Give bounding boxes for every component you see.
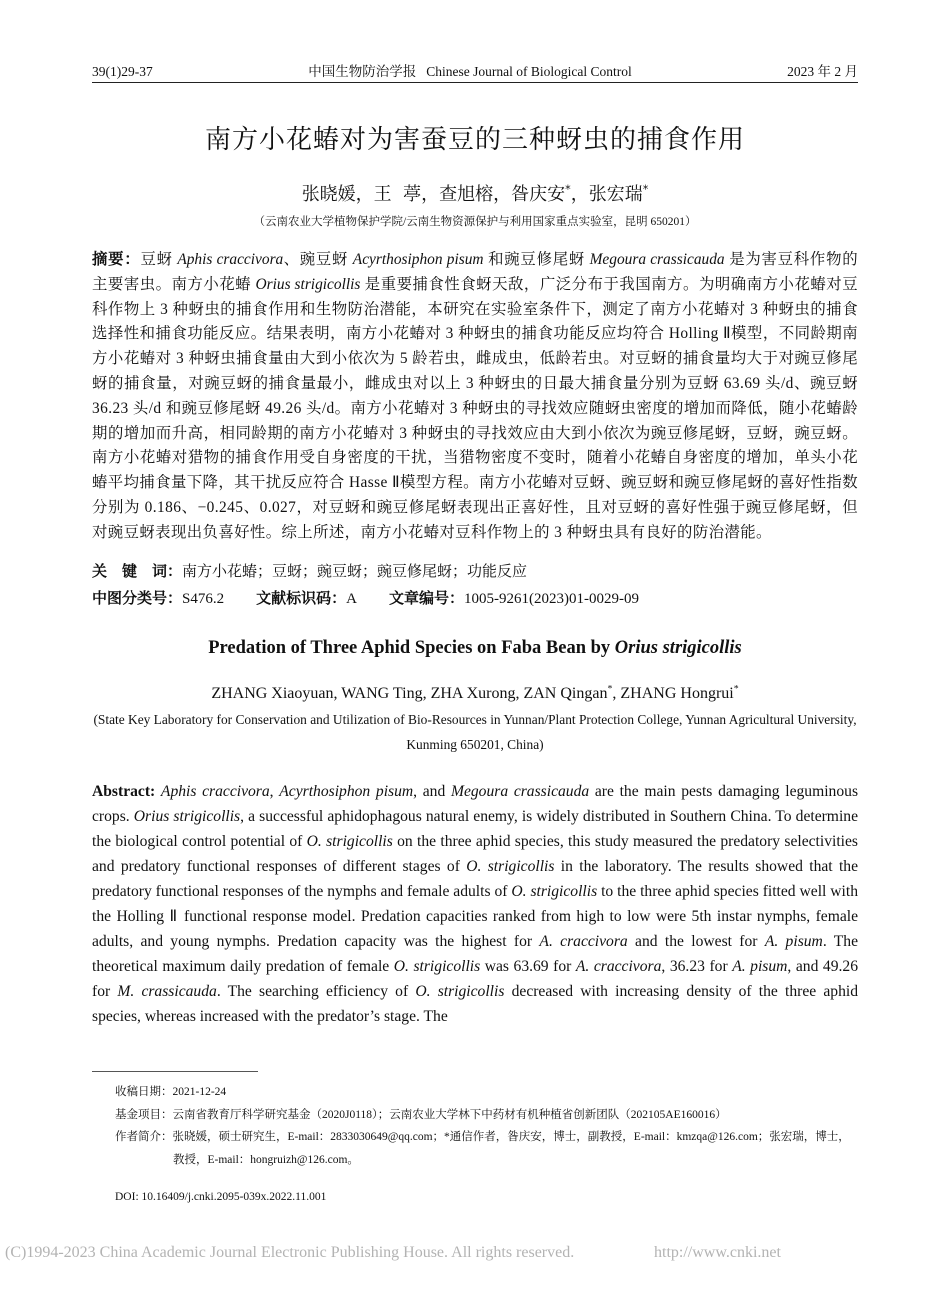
journal-name-en: Chinese Journal of Biological Control bbox=[426, 64, 632, 79]
authors-en bbox=[92, 682, 858, 706]
text-run: , and bbox=[413, 783, 451, 801]
text-run: in the laboratory. The results showed that the predatory functional responses of the nymphs and female adults of bbox=[92, 858, 858, 901]
authors-cn bbox=[92, 182, 858, 208]
text-run: 豆蚜 bbox=[140, 251, 178, 268]
running-header bbox=[92, 62, 858, 83]
copyright-watermark: (C)1994-2023 China Academic Journal Electronic Publishing House. All rights reserved. bbox=[5, 1244, 575, 1261]
issue-date: 2023 年 2 月 bbox=[787, 64, 858, 79]
doc-code-value: A bbox=[346, 590, 357, 607]
main-content bbox=[92, 0, 858, 1052]
doc-code-group bbox=[256, 585, 357, 612]
corresponding-author-mark: * bbox=[565, 183, 571, 196]
italic-term: Orius strigicollis bbox=[133, 808, 241, 826]
abstract-cn bbox=[92, 247, 858, 546]
italic-term: A. craccivora bbox=[575, 958, 662, 976]
text-run: on the three aphid species, this study measured the predatory selectivities and predatory functional responses of different stages of bbox=[92, 833, 858, 876]
footnote-label: 作者简介： bbox=[115, 1131, 173, 1144]
footnotes bbox=[115, 1081, 858, 1171]
classification-line bbox=[92, 585, 858, 612]
text-run: are the main pests damaging leguminous crops. bbox=[92, 783, 858, 826]
italic-term: Orius strigicollis bbox=[614, 637, 742, 658]
text-run: . The searching efficiency of bbox=[216, 983, 416, 1001]
section-label: Abstract: bbox=[92, 783, 156, 801]
text-run: ，张宏瑞 bbox=[570, 184, 643, 205]
italic-term: Aphis craccivora bbox=[160, 783, 270, 801]
italic-term: M. crassicauda bbox=[117, 983, 217, 1001]
text-run: , bbox=[269, 783, 280, 801]
clc-label: 中图分类号： bbox=[92, 588, 183, 607]
clc-value: S476.2 bbox=[182, 590, 225, 607]
affiliation-en: (State Key Laboratory for Conservation and Utilization of Bio-Resources in Yunnan/Plant Protection College, Yunnan Agricultural University, Kunming 650201, China) bbox=[93, 712, 857, 753]
italic-term: O. strigicollis bbox=[511, 883, 598, 901]
italic-term: Megoura crassicauda bbox=[589, 251, 725, 268]
footnote-divider bbox=[92, 1071, 258, 1072]
italic-term: Aphis craccivora bbox=[177, 251, 284, 268]
article-no-value: 1005-9261(2023)01-0029-09 bbox=[463, 590, 639, 607]
section-label: 摘要： bbox=[92, 250, 141, 268]
footnote-received bbox=[115, 1081, 858, 1104]
italic-term: A. craccivora bbox=[539, 933, 628, 951]
keywords-line bbox=[92, 558, 858, 585]
italic-term: Megoura crassicauda bbox=[450, 783, 590, 801]
title-cn: 南方小花蝽对为害蚕豆的三种蚜虫的捕食作用 bbox=[204, 125, 745, 155]
volume-pages: 39(1)29-37 bbox=[92, 64, 153, 79]
corresponding-author-mark: * bbox=[642, 183, 649, 196]
footnote-text: 张晓媛，硕士研究生，E-mail：2833030649@qq.com；*通信作者，昝庆安，博士，副教授，E-mail：kmzqa@126.com；张宏瑞，博士，教授，E-mail：hongruizh@126.com。 bbox=[172, 1131, 850, 1166]
italic-term: A. pisum bbox=[764, 933, 823, 951]
text-run: 、豌豆蚜 bbox=[283, 251, 353, 268]
text-run: 和豌豆修尾蚜 bbox=[483, 251, 590, 268]
footnote-funding bbox=[115, 1104, 858, 1127]
italic-term: Orius strigicollis bbox=[255, 275, 361, 293]
affiliation-cn: （云南农业大学植物保护学院/云南生物资源保护与利用国家重点实验室，昆明 650201） bbox=[253, 216, 697, 228]
text-run: , and 49.26 for bbox=[92, 958, 858, 1001]
footnote-text: 2021-12-24 bbox=[172, 1086, 227, 1098]
text-run: 张晓媛，王 葶，查旭榕，昝庆安 bbox=[301, 184, 566, 205]
doi: DOI: 10.16409/j.cnki.2095-039x.2022.11.001 bbox=[115, 1191, 327, 1203]
keywords-label: 关 键 词： bbox=[92, 561, 183, 580]
text-run: Predation of Three Aphid Species on Faba Bean by bbox=[208, 637, 615, 658]
journal-name-cn: 中国生物防治学报 bbox=[308, 64, 417, 79]
italic-term: Acyrthosiphon pisum bbox=[279, 783, 414, 801]
text-run: , ZHANG Hongrui bbox=[612, 684, 734, 702]
clc-group bbox=[92, 585, 224, 612]
text-run: , a successful aphidophagous natural enemy, is widely distributed in Southern China. To determine the biological control potential of bbox=[92, 808, 858, 851]
footnote-label: 收稿日期： bbox=[115, 1086, 173, 1098]
watermark-url: http://www.cnki.net bbox=[654, 1244, 781, 1261]
keywords-value: 南方小花蝽；豆蚜；豌豆蚜；豌豆修尾蚜；功能反应 bbox=[182, 563, 528, 580]
text-run: . The theoretical maximum daily predation of female bbox=[92, 933, 858, 976]
text-run: 是为害豆科作物的主要害虫。南方小花蝽 bbox=[92, 251, 858, 293]
article-no-group bbox=[389, 585, 639, 612]
text-run: decreased with increasing density of the three aphid species, whereas increased with the predator’s stage. The bbox=[92, 983, 858, 1026]
corresponding-author-mark: * bbox=[733, 683, 739, 695]
italic-term: O. strigicollis bbox=[393, 958, 481, 976]
doc-code-label: 文献标识码： bbox=[256, 588, 347, 607]
footnote-label: 基金项目： bbox=[115, 1108, 173, 1121]
text-run: , 36.23 for bbox=[661, 958, 733, 976]
abstract-en bbox=[92, 779, 858, 1029]
italic-term: O. strigicollis bbox=[415, 983, 505, 1001]
italic-term: A. pisum bbox=[732, 958, 788, 976]
journal-name bbox=[92, 62, 848, 82]
article-no-label: 文章编号： bbox=[388, 588, 464, 607]
text-run: ZHANG Xiaoyuan, WANG Ting, ZHA Xurong, ZAN Qingan bbox=[211, 684, 608, 702]
text-run: 是重要捕食性食蚜天敌，广泛分布于我国南方。为明确南方小花蝽对豆科作物上 3 种蚜虫的捕食作用和生物防治潜能，本研究在实验室条件下，测定了南方小花蝽对 3 种蚜虫的捕食选择性和捕食功能反应。结果表明，南方小花蝽对 3 种蚜虫的捕食功能反应均符合 Holling Ⅱ模型，不同龄期南方小花蝽对 3 种蚜虫捕食量由大到小依次为 5 龄若虫，雌成虫，低龄若虫。对豆蚜的捕食量均大于对豌豆修尾蚜的捕食量，对豌豆蚜的捕食量最小，雌成虫对以上 3 种蚜虫的日最大捕食量分别为豆蚜 63.69 头/d、豌豆蚜 36.23 头/d 和豌豆修尾蚜 49.26 头/d。南方小花蝽对 3 种蚜虫的寻找效应随蚜虫密度的增加而降低，随小花蝽龄期的增加而升高，相同龄期的南方小花蝽对 3 种蚜虫的寻找效应由大到小依次为豌豆修尾蚜，豆蚜，豌豆蚜。南方小花蝽对猎物的捕食作用受自身密度的干扰，当猎物密度不变时，随着小花蝽自身密度的增加，单头小花蝽平均捕食量下降，其干扰反应符合 Hasse Ⅱ模型方程。南方小花蝽对豆蚜、豌豆蚜和豌豆修尾蚜的喜好性指数分别为 0.186、−0.245、0.027，对豆蚜和豌豆修尾蚜表现出正喜好性，且对豆蚜的喜好性强于豌豆修尾蚜，但对豌豆蚜表现出负喜好性。综上所述，南方小花蝽对豆科作物上的 3 种蚜虫具有良好的防治潜能。 bbox=[92, 275, 858, 541]
text-run: and the lowest for bbox=[627, 933, 765, 951]
corresponding-author-mark: * bbox=[607, 683, 613, 695]
title-en bbox=[92, 634, 858, 662]
footnote-text: 云南省教育厅科学研究基金（2020J0118）；云南农业大学林下中药材有机种植省创新团队（202105AE160016） bbox=[172, 1108, 727, 1121]
text-run: to the three aphid species fitted well with the Holling Ⅱ functional response model. Predation capacities ranked from high to low were 5th instar nymphs, female adults, and young nymphs. Predation capacity was the highest for bbox=[92, 883, 858, 951]
text-run: was 63.69 for bbox=[480, 958, 576, 976]
footnote-authors bbox=[115, 1126, 858, 1171]
italic-term: O. strigicollis bbox=[306, 833, 393, 851]
italic-term: O. strigicollis bbox=[466, 858, 555, 876]
italic-term: Acyrthosiphon pisum bbox=[352, 251, 484, 268]
